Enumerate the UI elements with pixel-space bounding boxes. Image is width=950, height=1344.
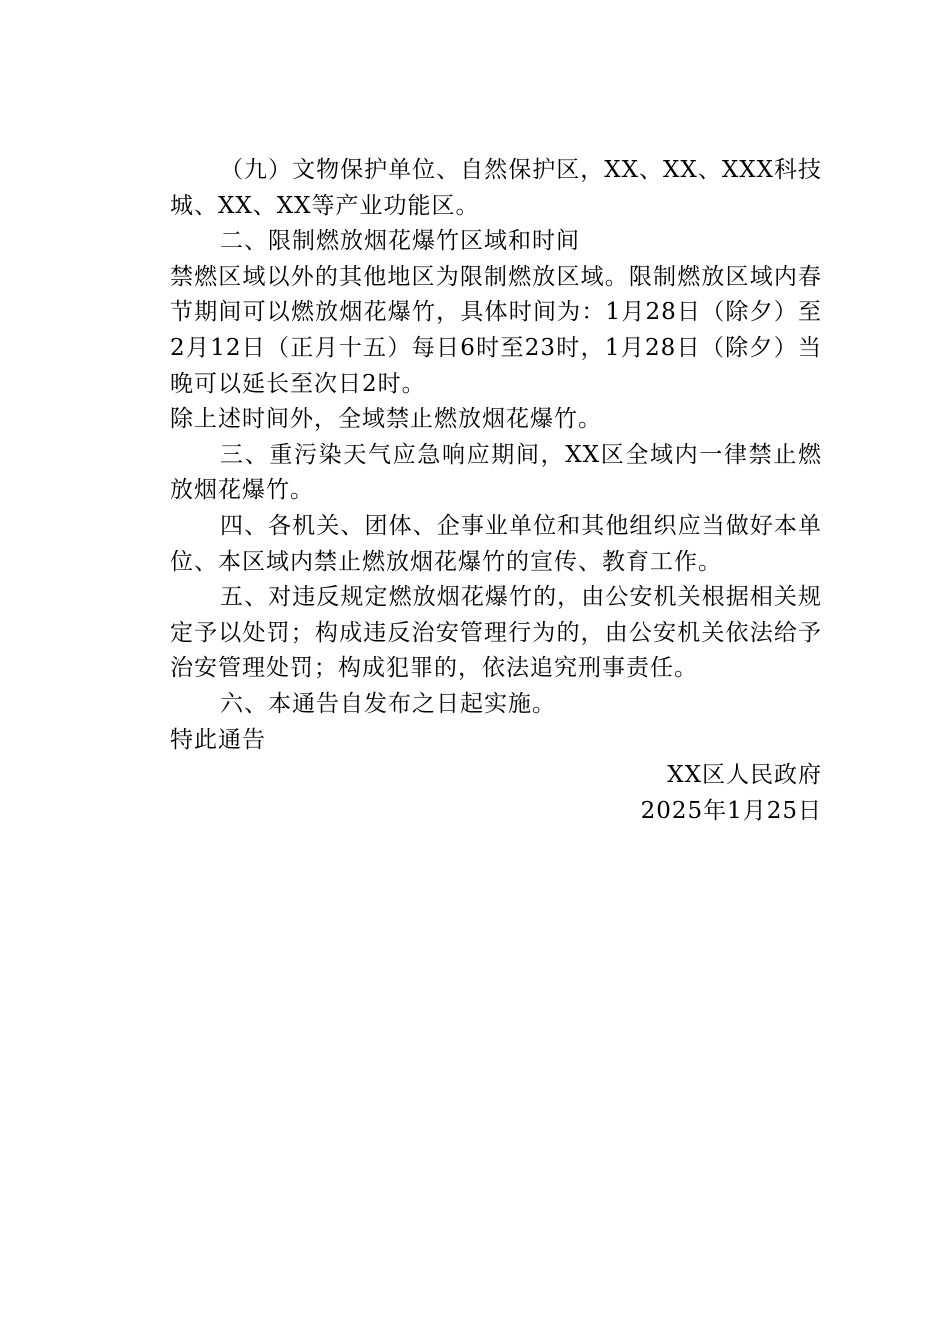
section-3: 三、重污染天气应急响应期间，XX区全域内一律禁止燃放烟花爆竹。 — [170, 441, 822, 504]
section-2-body: 禁燃区域以外的其他地区为限制燃放区域。限制燃放区域内春节期间可以燃放烟花爆竹，具体时间为：1月28日（除夕）至2月12日（正月十五）每日6时至23时，1月28日（除夕）当晚可以延长至次日2时。 — [170, 263, 822, 397]
section-6: 六、本通告自发布之日起实施。 — [220, 690, 556, 717]
issuer-signature: XX区人民政府 — [667, 762, 822, 789]
section-2-exception: 除上述时间外，全域禁止燃放烟花爆竹。 — [170, 406, 602, 433]
notice-body — [170, 153, 822, 829]
paragraph-item-9: （九）文物保护单位、自然保护区，XX、XX、XXX科技城、XX、XX等产业功能区。 — [170, 157, 822, 219]
closing-phrase: 特此通告 — [170, 726, 266, 753]
section-4: 四、各机关、团体、企事业单位和其他组织应当做好本单位、本区域内禁止燃放烟花爆竹的宣传、教育工作。 — [170, 512, 822, 575]
issue-date: 2025年1月25日 — [640, 797, 822, 824]
section-2-heading: 二、限制燃放烟花爆竹区域和时间 — [220, 228, 580, 255]
section-5: 五、对违反规定燃放烟花爆竹的，由公安机关根据相关规定予以处罚；构成违反治安管理行为的，由公安机关依法给予治安管理处罚；构成犯罪的，依法追究刑事责任。 — [170, 584, 822, 682]
